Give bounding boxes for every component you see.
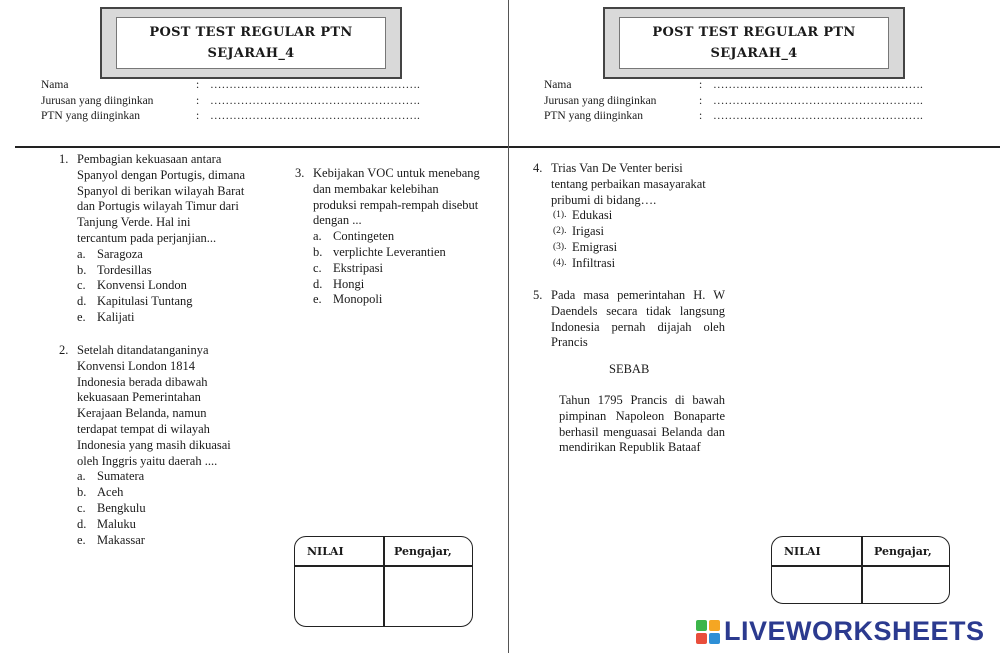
answer-option[interactable]: (4). Infiltrasi (553, 255, 616, 270)
sebab-connector: SEBAB (609, 362, 650, 376)
answer-option[interactable]: d. Maluku (77, 516, 136, 531)
grade-box (294, 536, 473, 627)
title-line-2: SEJARAH_4 (710, 46, 798, 61)
question-text-line: Spanyol di berikan wilayah Barat (77, 183, 245, 198)
liveworksheets-wordmark: LIVEWORKSHEETS (724, 616, 985, 646)
answer-option[interactable]: a. Contingeten (313, 229, 395, 244)
liveworksheets-icon (696, 620, 720, 644)
question-text-line: dan Portugis wilayah Timur dari (77, 199, 239, 214)
answer-option[interactable]: a. Sumatera (77, 469, 145, 484)
header-divider-right (509, 146, 1000, 148)
pengajar-label: Pengajar, (874, 545, 932, 558)
grade-box-right (771, 536, 950, 604)
reason-text-line: Tahun 1795 Prancis di bawah (559, 393, 725, 407)
question-text-line: pribumi di bidang…. (551, 192, 657, 207)
field-jurusan-blank[interactable]: ………………………………………………. (210, 94, 420, 107)
reason-text-line: berhasil menguasai Belanda dan (559, 424, 725, 439)
field-nama: Nama : ………………………………………………. (41, 78, 420, 94)
question-text-line: dengan ... (313, 213, 362, 228)
worksheet-title-box (100, 7, 402, 79)
field-nama: Nama : ………………………………………………. (544, 78, 923, 94)
question-text-line: Kerajaan Belanda, namun (77, 406, 207, 421)
grade-box-divider (383, 537, 385, 626)
answer-option[interactable]: b. verplichte Leverantien (313, 244, 446, 259)
question-text-line: tentang perbaikan masayarakat (551, 176, 706, 191)
worksheet-title (116, 17, 386, 69)
reason-text-line: pimpinan Napoleon Bonaparte (559, 408, 725, 423)
question-text-line: Indonesia yang masih dikuasai (77, 437, 231, 452)
worksheet-title-box-right (603, 7, 905, 79)
question-text-line: Konvensi London 1814 (77, 358, 196, 373)
field-ptn-blank[interactable]: ………………………………………………. (210, 110, 420, 122)
question-2: 2. Setelah ditandatanganinya Konvensi London 1814 Indonesia berada dibawah kekuasaan Pemerintahan Kerajaan Belanda, namun terdapat tempat di wilayah Indonesia yang masih dikuasai oleh Inggris yaitu daerah .... a. Sumatera b. Aceh c. Bengkulu d. Maluku e. Makassar (59, 343, 259, 548)
answer-option[interactable]: e. Monopoli (313, 292, 383, 307)
pengajar-label: Pengajar, (394, 545, 452, 558)
answer-option[interactable]: b. Aceh (77, 485, 124, 500)
answer-option[interactable]: e. Kalijati (77, 309, 135, 324)
question-text-line: dan membakar kelebihan (313, 181, 439, 196)
reason-text-line: mendirikan Republik Bataaf (559, 440, 701, 455)
student-info-fields (41, 78, 420, 125)
answer-option[interactable]: a. Saragoza (77, 246, 143, 261)
question-5-reason (559, 393, 725, 456)
answer-option[interactable]: d. Hongi (313, 276, 365, 291)
title-line-2: SEJARAH_4 (207, 46, 295, 61)
question-1: 1. Pembagian kekuasaan antara Spanyol dengan Portugis, dimana Spanyol di berikan wilayah Barat dan Portugis wilayah Timur dari Tanjung Verde. Hal ini tercantum pada perjanjian... a. Saragoza b. Tordesillas c. Konvensi London d. Kapitulasi Tuntang e. Kalijati (59, 152, 259, 326)
field-jurusan: Jurusan yang diinginkan : ………………………………………………. (41, 94, 420, 110)
question-text-line: tercantum pada perjanjian... (77, 230, 217, 245)
answer-option[interactable]: e. Makassar (77, 532, 145, 547)
answer-option[interactable]: d. Kapitulasi Tuntang (77, 294, 193, 309)
question-4: 4. Trias Van De Venter berisi tentang perbaikan masayarakat pribumi di bidang…. (1). Edukasi (2). Irigasi (3). Emigrasi (4). Infiltrasi (533, 161, 733, 272)
question-text-line: Indonesia pernah dijajah oleh (551, 319, 725, 334)
question-text-line: Tanjung Verde. Hal ini (77, 215, 191, 230)
field-jurusan: Jurusan yang diinginkan : ………………………………………………. (544, 94, 923, 110)
question-text-line: produksi rempah-rempah disebut (313, 197, 479, 212)
field-nama-blank[interactable]: ………………………………………………. (713, 79, 923, 91)
question-text-line: Pada masa pemerintahan H. W (551, 288, 725, 302)
grade-box-divider (861, 537, 863, 603)
question-3: 3. Kebijakan VOC untuk menebang dan membakar kelebihan produksi rempah-rempah disebut dengan ... a. Contingeten b. verplichte Leverantien c. Ekstripasi d. Hongi e. Monopoli (295, 166, 500, 308)
answer-option[interactable]: c. Bengkulu (77, 500, 146, 515)
question-text-line: kekuasaan Pemerintahan (77, 390, 201, 405)
nilai-label: NILAI (307, 545, 344, 558)
question-text-line: Prancis (551, 335, 588, 350)
question-text-line: Trias Van De Venter berisi (551, 161, 683, 175)
field-ptn-blank[interactable]: ………………………………………………. (713, 110, 923, 122)
nilai-label: NILAI (784, 545, 821, 558)
field-jurusan-blank[interactable]: ………………………………………………. (713, 94, 923, 107)
header-divider-left (15, 146, 508, 148)
question-text-line: Spanyol dengan Portugis, dimana (77, 167, 246, 182)
question-text-line: terdapat tempat di wilayah (77, 421, 210, 436)
answer-option[interactable]: b. Tordesillas (77, 262, 152, 277)
answer-option[interactable]: c. Konvensi London (77, 278, 187, 293)
question-5: 5. Pada masa pemerintahan H. W Daendels secara tidak langsung Indonesia pernah dijajah oleh Prancis (533, 288, 725, 350)
field-nama-blank[interactable]: ………………………………………………. (210, 79, 420, 91)
student-info-fields-right (544, 78, 923, 125)
question-text-line: Setelah ditandatanganinya (77, 343, 209, 357)
title-line-1: POST TEST REGULAR PTN (652, 25, 856, 40)
worksheet-title-right (619, 17, 889, 69)
field-ptn: PTN yang diinginkan : ………………………………………………. (41, 109, 420, 125)
question-text-line: Pembagian kekuasaan antara (77, 152, 222, 166)
grade-box-header-line (295, 565, 472, 567)
question-text-line: oleh Inggris yaitu daerah .... (77, 453, 218, 468)
liveworksheets-logo (696, 616, 985, 647)
answer-option[interactable]: (2). Irigasi (553, 224, 604, 239)
field-ptn: PTN yang diinginkan : ………………………………………………. (544, 109, 923, 125)
answer-option[interactable]: (1). Edukasi (553, 208, 613, 223)
question-text-line: Kebijakan VOC untuk menebang (313, 166, 480, 180)
question-text-line: Indonesia berada dibawah (77, 374, 208, 389)
page-divider (508, 0, 509, 653)
title-line-1: POST TEST REGULAR PTN (149, 25, 353, 40)
grade-box-header-line (772, 565, 949, 567)
answer-option[interactable]: c. Ekstripasi (313, 260, 383, 275)
answer-option[interactable]: (3). Emigrasi (553, 239, 618, 254)
question-text-line: Daendels secara tidak langsung (551, 303, 725, 318)
